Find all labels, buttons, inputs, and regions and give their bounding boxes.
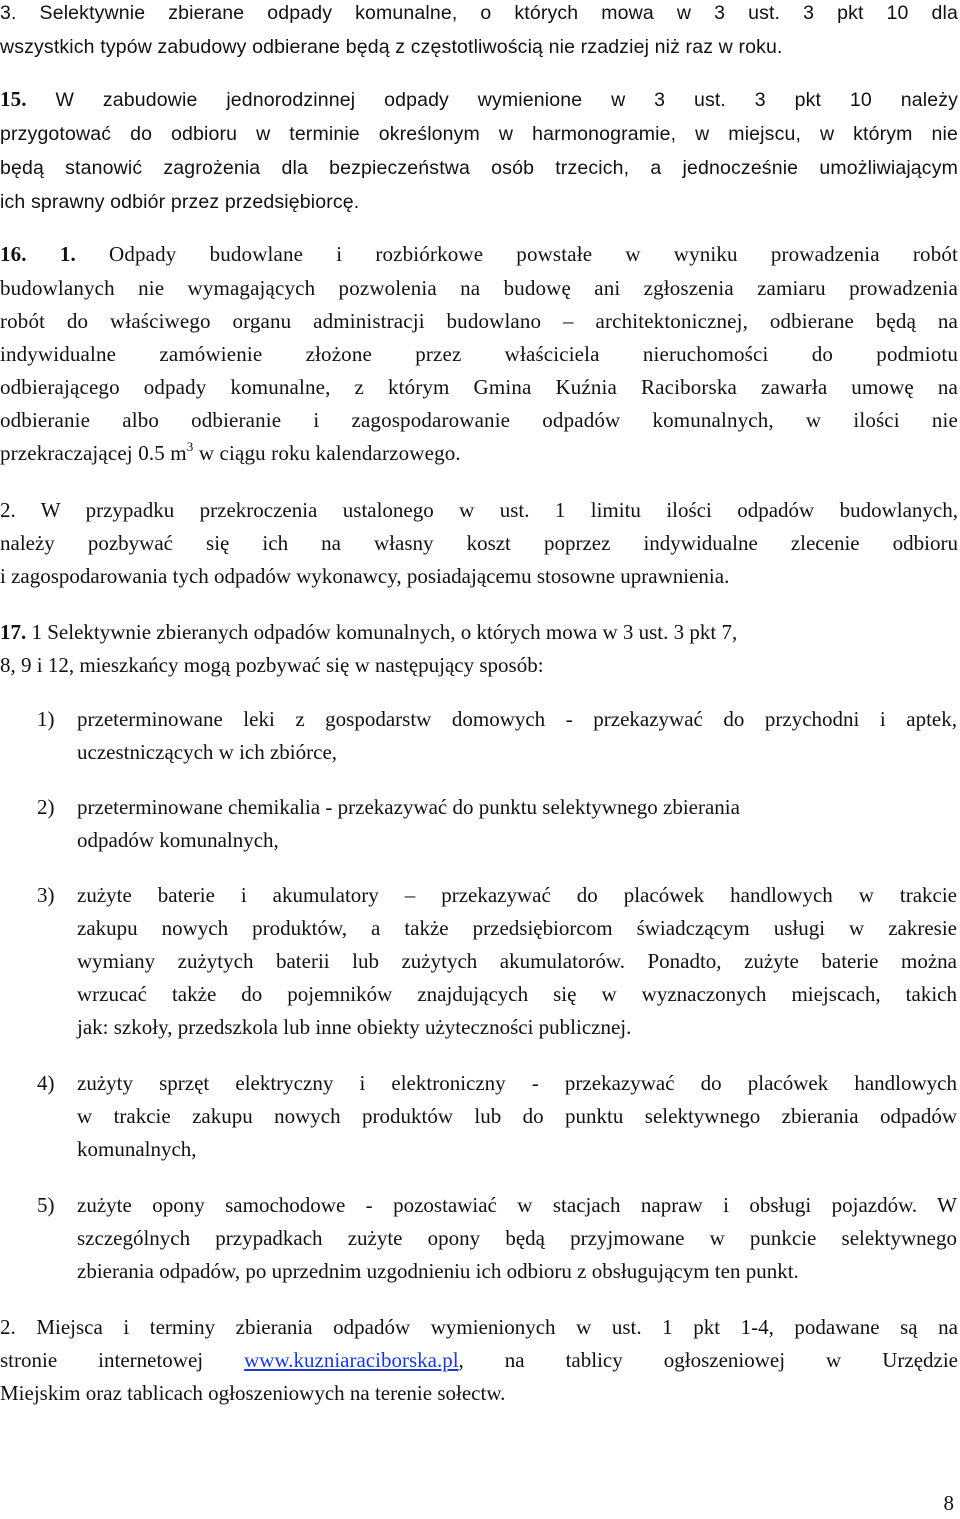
section-number: 16. 1. [0, 242, 76, 266]
paragraph-line: należy pozbywać się ich na własny koszt poprzez indywidualne zlecenie odbioru [0, 531, 958, 555]
list-item-text: przeterminowane chemikalia - przekazywać do punktu selektywnego zbierania odpadów komunalnych, [77, 795, 740, 852]
paragraph-line: 2. Miejsca i terminy zbierania odpadów wymienionych w ust. 1 pkt 1-4, podawane są na [0, 1315, 958, 1339]
paragraph-3 [0, 0, 958, 64]
list-item-text: zużyte baterie i akumulatory – przekazywać do placówek handlowych w trakcie zakupu nowych produktów, a także przedsiębiorcom świadczącym usługi w zakresie wymiany zużytych baterii lub zużytych akumulatorów. Ponadto, zużyte baterie można wrzucać także do pojemników znajdujących się w wyznaczonych miejscach, takich jak: szkoły, przedszkola lub inne obiekty użyteczności publicznej. [77, 883, 957, 1039]
paragraph-17-2 [0, 1311, 958, 1410]
list-number: 3) [37, 883, 55, 907]
list-item-text: przeterminowane leki z gospodarstw domowych - przekazywać do przychodni i aptek, uczestniczących w ich zbiórce, [77, 707, 957, 764]
list-number: 2) [37, 795, 55, 819]
list-item-text: zużyty sprzęt elektryczny i elektroniczny - przekazywać do placówek handlowych w trakcie zakupu nowych produktów lub do punktu selektywnego zbierania odpadów komunalnych, [77, 1071, 957, 1161]
section-number: 15. [0, 87, 27, 111]
paragraph-line: odbierającego odpady komunalne, z którym Gmina Kuźnia Raciborska zawarła umowę na [0, 375, 958, 399]
paragraph-line: budowlanych nie wymagających pozwolenia na budowę ani zgłoszenia zamiaru prowadzenia [0, 276, 958, 300]
page-number: 8 [943, 1491, 954, 1515]
list-item-text: zużyte opony samochodowe - pozostawiać w stacjach napraw i obsługi pojazdów. W szczególnych przypadkach zużyte opony będą przyjmowane w punkcie selektywnego zbierania odpadów, po uprzednim uzgodnieniu ich odbioru z obsługującym ten punkt. [77, 1193, 957, 1283]
paragraph-15 [0, 83, 958, 219]
paragraph-line: 2. W przypadku przekroczenia ustalonego w ust. 1 limitu ilości odpadów budowlanych, [0, 498, 958, 522]
paragraph-line: i zagospodarowania tych odpadów wykonawcy, posiadającemu stosowne uprawnienia. [0, 564, 730, 588]
superscript: 3 [186, 439, 194, 454]
paragraph-line: stronie internetowej www.kuzniaraciborska.pl, na tablicy ogłoszeniowej w Urzędzie [0, 1348, 958, 1372]
paragraph-line: 3. Selektywnie zbierane odpady komunalne, o których mowa w 3 ust. 3 pkt 10 dla [0, 2, 958, 24]
paragraph-line: przygotować do odbioru w terminie określonym w harmonogramie, w miejscu, w którym nie [0, 123, 958, 145]
paragraph-line: 8, 9 i 12, mieszkańcy mogą pozbywać się w następujący sposób: [0, 653, 544, 677]
list-number: 5) [37, 1193, 55, 1217]
paragraph-16 [0, 238, 958, 470]
paragraph-16-2 [0, 494, 958, 593]
paragraph-line: odbieranie albo odbieranie i zagospodarowanie odpadów komunalnych, w ilości nie [0, 408, 958, 432]
paragraph-line: robót do właściwego organu administracji budowlano – architektonicznej, odbierane będą na [0, 309, 958, 333]
list-number: 4) [37, 1071, 55, 1095]
list-number: 1) [37, 707, 55, 731]
paragraph-line: przekraczającej 0.5 $m^3$ w ciągu roku kalendarzowego. [0, 439, 461, 465]
website-link[interactable]: www.kuzniaraciborska.pl [244, 1348, 459, 1372]
paragraph-line: 16. 1. Odpady budowlane i rozbiórkowe powstałe w wyniku prowadzenia robót [0, 242, 958, 266]
paragraph-line: 17. 1 Selektywnie zbieranych odpadów komunalnych, o których mowa w 3 ust. 3 pkt 7, [0, 620, 738, 644]
paragraph-line: ich sprawny odbiór przez przedsiębiorcę. [0, 191, 360, 213]
paragraph-line: będą stanowić zagrożenia dla bezpieczeństwa osób trzecich, a jednocześnie umożliwiającym [0, 157, 958, 179]
paragraph-17 [0, 616, 958, 682]
section-number: 17. [0, 620, 27, 644]
paragraph-line: wszystkich typów zabudowy odbierane będą z częstotliwością nie rzadziej niż raz w roku. [0, 36, 783, 58]
paragraph-line: Miejskim oraz tablicach ogłoszeniowych na terenie sołectw. [0, 1381, 506, 1405]
paragraph-line: 15. W zabudowie jednorodzinnej odpady wymienione w 3 ust. 3 pkt 10 należy [0, 87, 958, 111]
paragraph-line: indywidualne zamówienie złożone przez właściciela nieruchomości do podmiotu [0, 342, 958, 366]
